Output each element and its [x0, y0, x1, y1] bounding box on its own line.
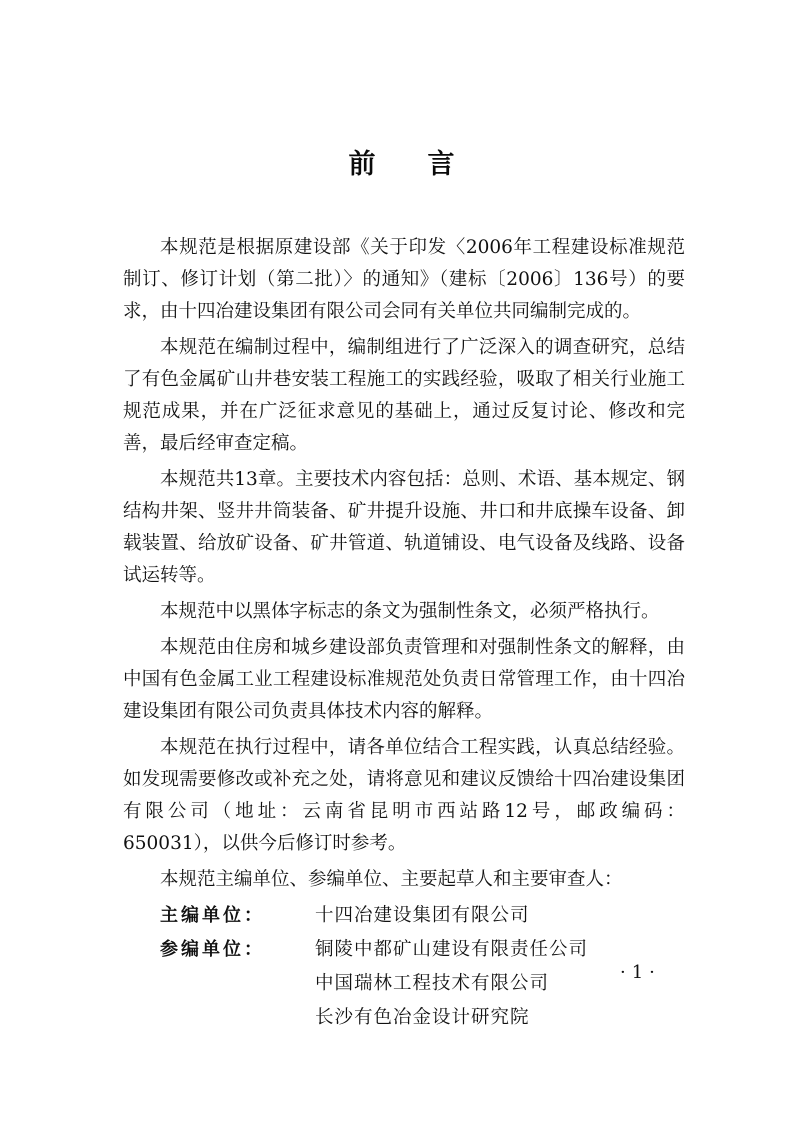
paragraph: 本规范共13章。主要技术内容包括：总则、术语、基本规定、钢结构井架、竖井井筒装备、矿井提升设施、井口和井底操车设备、卸载装置、给放矿设备、矿井管道、轨道铺设、电气设备及线路、设备试运转等。: [123, 469, 685, 586]
chief-unit-row: [123, 900, 685, 934]
paragraph: 本规范在执行过程中，请各单位结合工程实践，认真总结经验。如发现需要修改或补充之处，请将意见和建议反馈给十四冶建设集团有限公司（地址：云南省昆明市西站路12号，邮政编码：650031），以供今后修订时参考。: [123, 737, 685, 854]
participating-unit-name: 中国瑞林工程技术有限公司: [315, 973, 550, 994]
participating-unit-label: 参编单位：: [160, 939, 265, 960]
paragraph: 本规范在编制过程中，编制组进行了广泛深入的调查研究，总结了有色金属矿山井巷安装工程施工的实践经验，吸取了相关行业施工规范成果，并在广泛征求意见的基础上，通过反复讨论、修改和完善，最后经审查定稿。: [123, 337, 685, 454]
preface-body: [123, 232, 685, 1036]
chief-unit-name: 十四冶建设集团有限公司: [315, 905, 530, 926]
participating-unit-name: 长沙有色冶金设计研究院: [315, 1007, 530, 1028]
paragraph: 本规范中以黑体字标志的条文为强制性条文，必须严格执行。: [160, 601, 660, 622]
paragraph: 本规范主编单位、参编单位、主要起草人和主要审查人：: [160, 869, 623, 890]
participating-unit-row: [123, 934, 685, 968]
units-list: [123, 900, 685, 1036]
chief-unit-label: 主编单位：: [160, 905, 265, 926]
page-number: ·1·: [620, 962, 661, 983]
participating-unit-row: [123, 968, 685, 1002]
paragraph: 本规范是根据原建设部《关于印发〈2006年工程建设标准规范制订、修订计划（第二批）〉的通知》（建标〔2006〕136号）的要求，由十四冶建设集团有限公司会同有关单位共同编制完成的。: [123, 237, 685, 322]
participating-unit-name: 铜陵中都矿山建设有限责任公司: [315, 939, 589, 960]
page-title: 前言: [348, 149, 507, 180]
participating-unit-row: [123, 1002, 685, 1036]
paragraph: 本规范由住房和城乡建设部负责管理和对强制性条文的解释，由中国有色金属工业工程建设标准规范处负责日常管理工作，由十四冶建设集团有限公司负责具体技术内容的解释。: [123, 637, 685, 722]
